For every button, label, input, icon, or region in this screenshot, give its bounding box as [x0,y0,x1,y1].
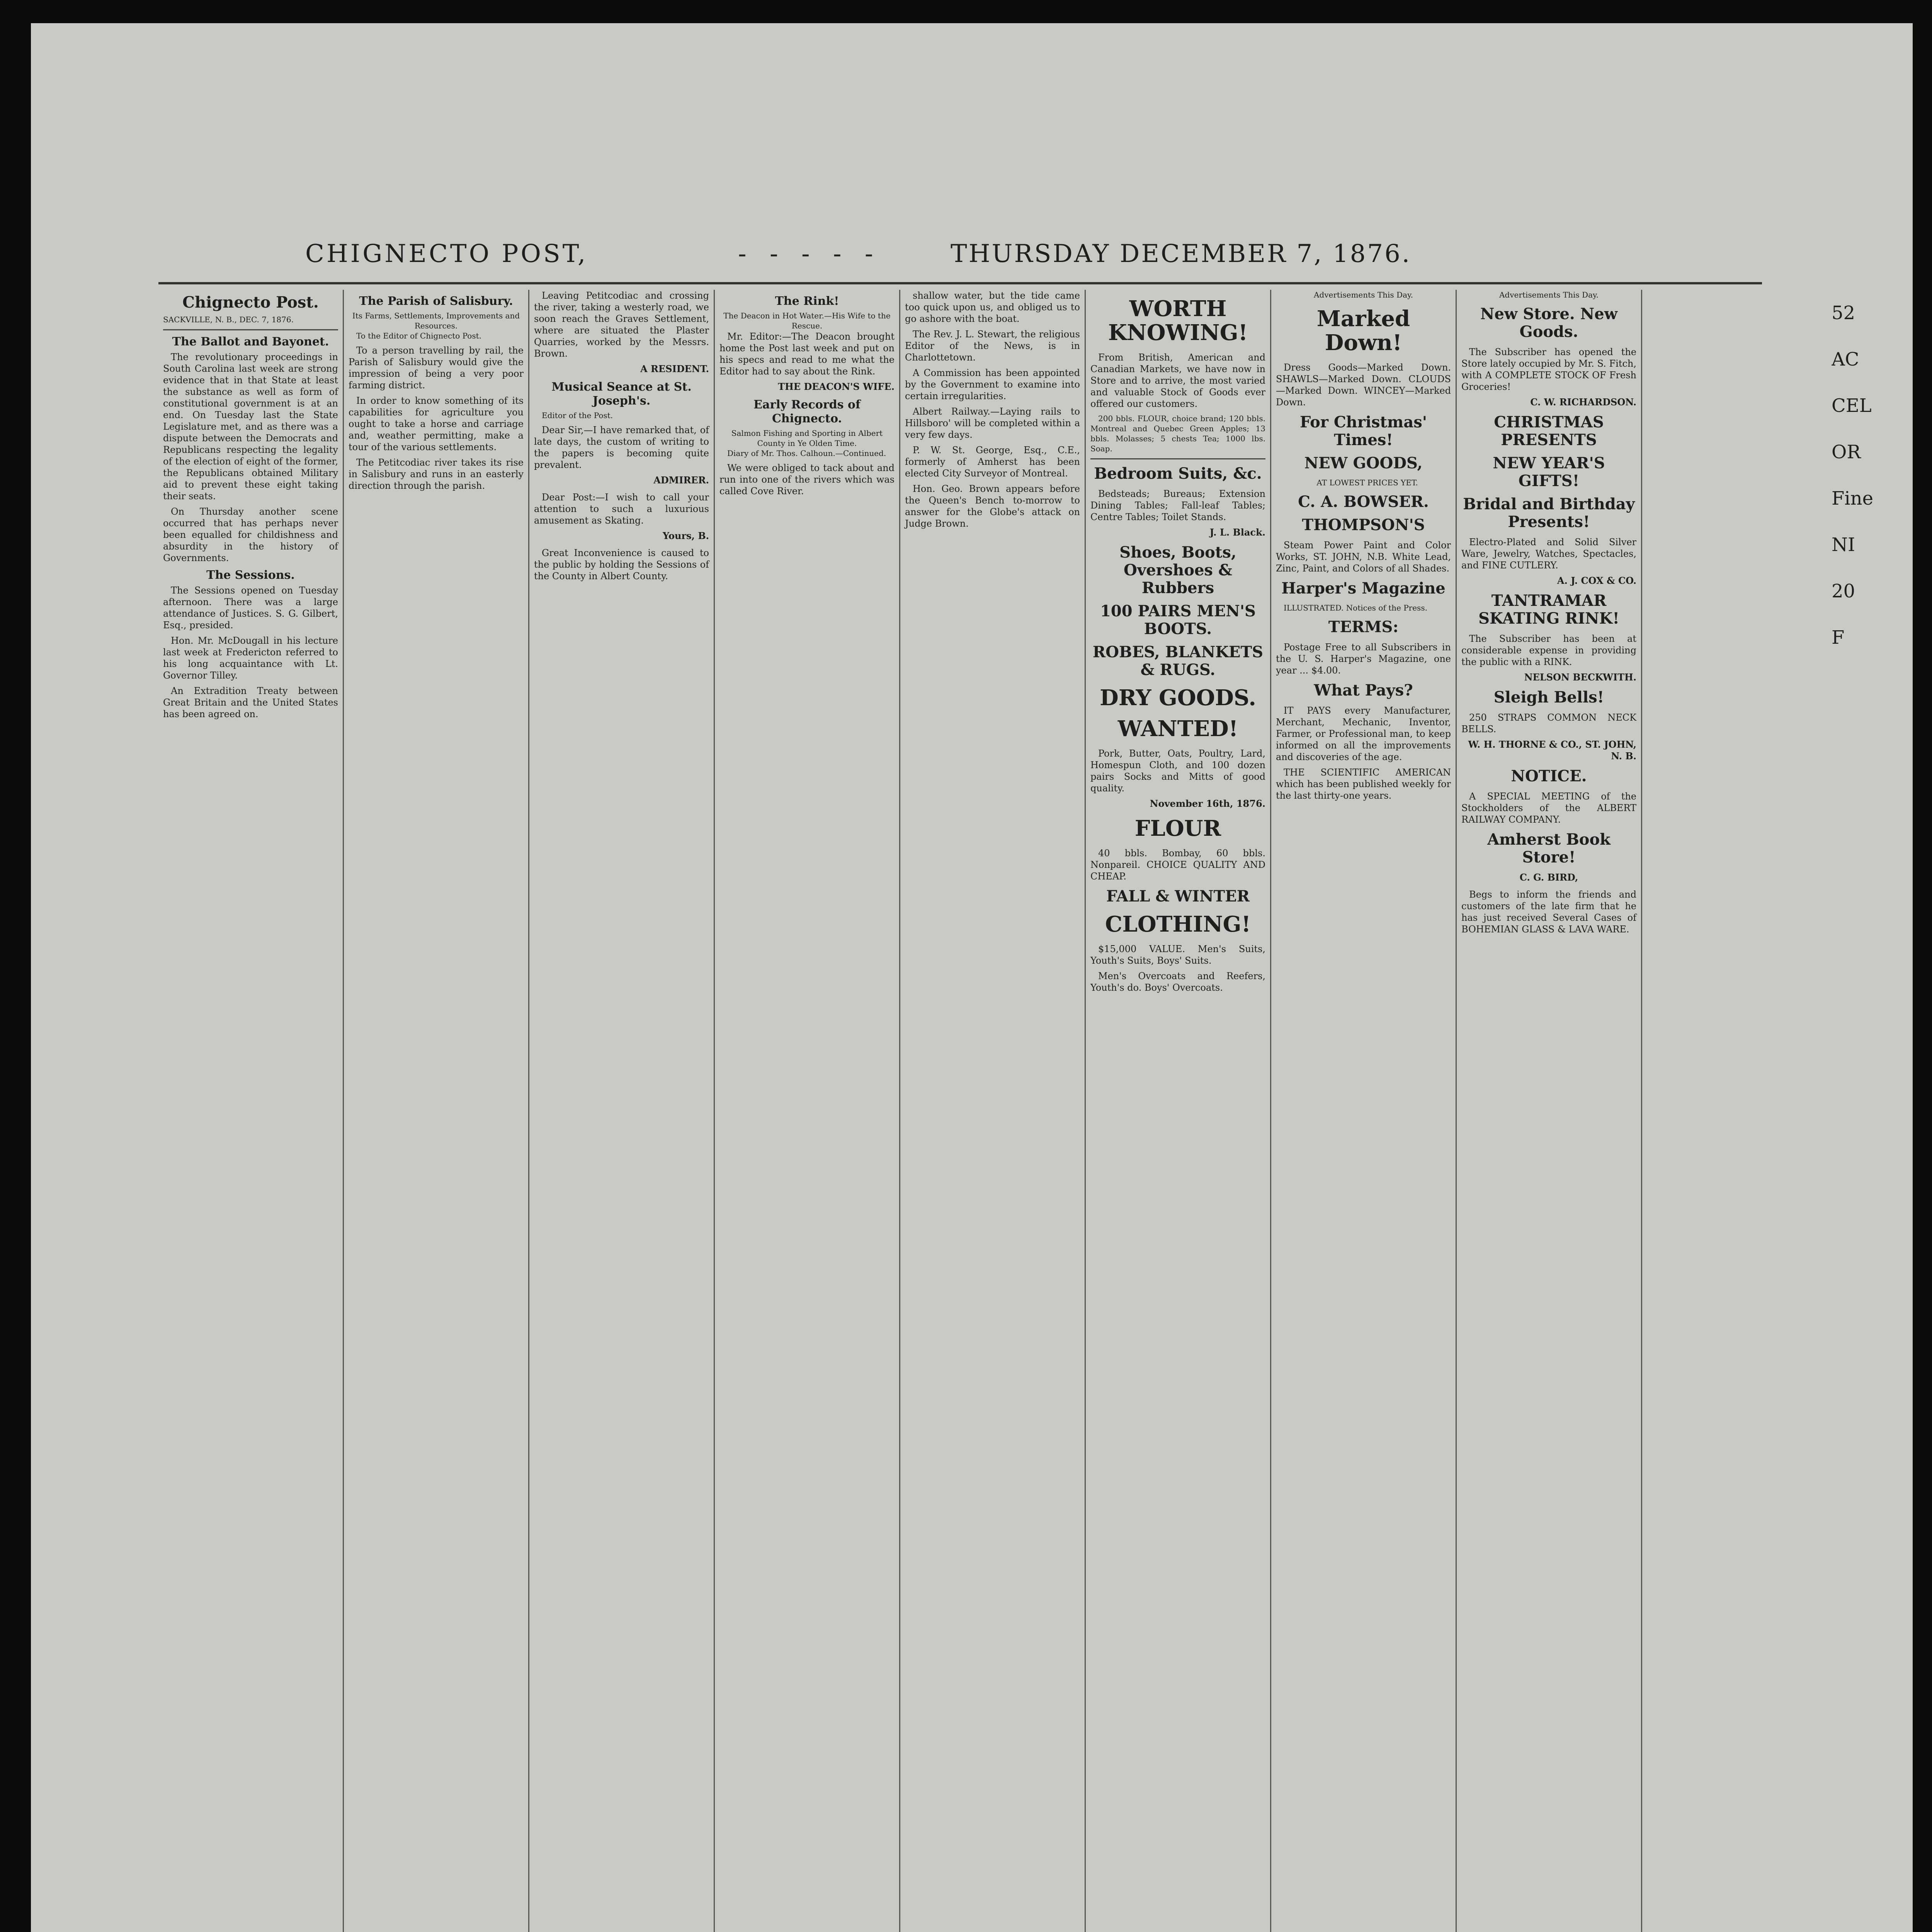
ad-text: The Subscriber has been at considerable expense in providing the public with a RINK. [1461,633,1636,667]
divider [1090,458,1265,459]
ad-headline: ROBES, BLANKETS & RUGS. [1092,643,1264,679]
ad-headline: THOMPSON'S [1302,516,1425,534]
ad-text: 250 STRAPS COMMON NECK BELLS. [1461,712,1636,735]
ad-headline: What Pays? [1314,681,1413,699]
signature: C. W. RICHARDSON. [1530,396,1636,408]
ad-text: The Subscriber has opened the Store lately occupied by Mr. S. Fitch, with A COMPLETE STOCK OF Fresh Groceries! [1461,347,1636,392]
signature: ADMIRER. [653,474,709,486]
ad-text: 200 bbls. FLOUR, choice brand; 120 bbls. Montreal and Quebec Green Apples; 13 bbls. Molasses; 5 chests Tea; 1000 lbs. Soap. [1090,414,1265,453]
headline: The Ballot and Bayonet. [172,335,329,349]
column-3 [529,290,715,1932]
ad-text: Bedsteads; Bureaus; Extension Dining Tables; Fall-leaf Tables; Centre Tables; Toilet Stands. [1090,488,1265,522]
ad-headline: FLOUR [1134,816,1221,841]
edge-fragment: OR [1832,441,1861,463]
signature: C. G. BIRD, [1519,872,1578,883]
article-paragraph: Leaving Petitcodiac and crossing the river, taking a westerly road, we soon reach the Graves Settlement, where are situated the Plaster Quarries, worked by the Messrs. Brown. [534,290,709,359]
article-paragraph: On Thursday another scene occurred that has perhaps never been equalled for childishness and absurdity in the history of Governments. [163,506,338,563]
column-6-ads [1086,290,1271,1932]
ad-headline: FALL & WINTER [1106,887,1250,905]
column-8-ads [1457,290,1642,1932]
edge-fragment: Fine [1832,488,1873,509]
ad-text: Begs to inform the friends and customers of the late firm that he has just received Several Cases of BOHEMIAN GLASS & LAVA WARE. [1461,889,1636,935]
ad-text: Postage Free to all Subscribers in the U. S. Harper's Magazine, one year ... $4.00. [1276,642,1451,676]
ad-headline: DRY GOODS. [1100,685,1256,711]
edge-fragment: 20 [1832,580,1855,602]
ad-headline: NEW GOODS, [1304,454,1423,472]
signature: NELSON BECKWITH. [1524,672,1636,683]
signature: THE DEACON'S WIFE. [778,381,895,392]
column-5 [900,290,1086,1932]
subheadline: The Deacon in Hot Water.—His Wife to the Rescue. [723,311,891,330]
edge-fragment: CEL [1832,395,1872,417]
signature: A RESIDENT. [640,363,709,374]
ad-headline: CHRISTMAS PRESENTS [1494,413,1604,449]
ad-headline: 100 PAIRS MEN'S BOOTS. [1100,602,1256,638]
newspaper-title: CHIGNECTO POST, [305,240,588,268]
article-paragraph: Great Inconvenience is caused to the public by holding the Sessions of the County in Albert County. [534,548,709,582]
ad-headline: Shoes, Boots, Overshoes & Rubbers [1119,543,1236,597]
article-paragraph: Hon. Geo. Brown appears before the Queen's Bench to-morrow to answer for the Globe's attack on Judge Brown. [905,483,1080,529]
ad-headline: TANTRAMAR SKATING RINK! [1478,592,1619,628]
column-2 [344,290,529,1932]
ad-date: November 16th, 1876. [1150,798,1265,809]
ad-text: ILLUSTRATED. Notices of the Press. [1284,603,1427,612]
headline: The Parish of Salisbury. [359,294,513,308]
newspaper-page [31,23,1913,1932]
ad-headline: Marked Down! [1316,306,1410,355]
article-paragraph: The Rev. J. L. Stewart, the religious Editor of the News, is in Charlottetown. [905,329,1080,363]
divider [163,329,338,330]
ad-headline: CLOTHING! [1105,912,1251,937]
ad-headline: Bridal and Birthday Presents! [1463,495,1635,531]
subheadline: Its Farms, Settlements, Improvements and Resources. [352,311,520,330]
article-paragraph: The Petitcodiac river takes its rise in Salisbury and runs in an easterly direction through the parish. [349,457,524,491]
ad-text: From British, American and Canadian Markets, we have now in Store and to arrive, the most varied and valuable Stock of Goods ever offered our customers. [1090,352,1265,409]
article-paragraph: Dear Sir,—I have remarked that, of late days, the custom of writing to the papers is becoming quite prevalent. [534,425,709,470]
salutation: Editor of the Post. [542,411,613,420]
article-paragraph: The Sessions opened on Tuesday afternoon. There was a large attendance of Justices. S. G. Gilbert, Esq., presided. [163,585,338,631]
article-paragraph: To a person travelling by rail, the Parish of Salisbury would give the impression of being a very poor farming district. [349,345,524,391]
ad-headline: Harper's Magazine [1281,579,1446,597]
edge-fragment: 52 [1832,302,1855,324]
article-paragraph: Albert Railway.—Laying rails to Hillsboro' will be completed within a very few days. [905,406,1080,440]
next-page-edge [1832,290,1913,1932]
ad-text: THE SCIENTIFIC AMERICAN which has been published weekly for the last thirty-one years. [1276,767,1451,801]
column-1 [158,290,344,1932]
signature: Yours, B. [662,530,709,541]
ad-headline: Amherst Book Store! [1487,830,1611,866]
ad-text: Steam Power Paint and Color Works, ST. JOHN, N.B. White Lead, Zinc, Paint, and Colors of all Shades. [1276,540,1451,574]
ad-headline: NEW YEAR'S GIFTS! [1493,454,1605,490]
ad-text: Dress Goods—Marked Down. SHAWLS—Marked Down. CLOUDS—Marked Down. WINCEY—Marked Down. [1276,362,1451,408]
ad-headline: Bedroom Suits, &c. [1094,464,1262,483]
headline: The Rink! [775,294,839,308]
masthead [158,224,1762,284]
ad-text: Pork, Butter, Oats, Poultry, Lard, Homespun Cloth, and 100 dozen pairs Socks and Mitts of good quality. [1090,748,1265,794]
ad-headline: Sleigh Bells! [1493,688,1604,706]
headline: The Sessions. [206,568,295,582]
ad-headline: For Christmas' Times! [1299,413,1427,449]
section-header: Advertisements This Day. [1313,290,1413,299]
salutation: To the Editor of Chignecto Post. [356,331,481,340]
edge-fragment: F [1832,627,1845,648]
article-paragraph: An Extradition Treaty between Great Britain and the United States has been agreed on. [163,685,338,719]
ad-text: Electro-Plated and Solid Silver Ware, Jewelry, Watches, Spectacles, and FINE CUTLERY. [1461,537,1636,571]
ad-text: Men's Overcoats and Reefers, Youth's do. Boys' Overcoats. [1090,971,1265,993]
article-paragraph: A Commission has been appointed by the Government to examine into certain irregularities. [905,367,1080,401]
edge-fragment: AC [1832,349,1859,370]
article-paragraph: The revolutionary proceedings in South Carolina last week are strong evidence that in that State at least the substance as well as form of constitutional government is at an end. On Tuesday last the State Legislature met, and as there was a dispute between the Democrats and Republicans respecting the legality of the election of eight of the former, the Republicans obtained Military aid to prevent these eight taking their seats. [163,352,338,502]
edge-fragment: NI [1832,534,1855,556]
ad-headline: C. A. BOWSER. [1298,493,1429,511]
ad-headline: NOTICE. [1511,767,1587,785]
column-7-ads [1271,290,1457,1932]
ad-headline: WORTH KNOWING! [1108,296,1248,345]
signature: A. J. COX & CO. [1557,575,1636,586]
column-4 [715,290,900,1932]
ad-text: $15,000 VALUE. Men's Suits, Youth's Suits, Boys' Suits. [1090,944,1265,966]
issue-date: THURSDAY DECEMBER 7, 1876. [951,240,1412,268]
headline: Early Records of Chignecto. [753,398,861,425]
section-header: Advertisements This Day. [1499,290,1599,299]
article-paragraph: shallow water, but the tide came too quick upon us, and obliged us to go ashore with the boat. [905,290,1080,324]
ad-text: AT LOWEST PRICES YET. [1316,478,1418,487]
article-paragraph: Dear Post:—I wish to call your attention to such a luxurious amusement as Skating. [534,492,709,526]
editorial-nameplate: Chignecto Post. [182,293,319,311]
article-paragraph: Hon. Mr. McDougall in his lecture last week at Fredericton referred to his long acquaintance with Lt. Governor Tilley. [163,635,338,681]
subheadline: Salmon Fishing and Sporting in Albert County in Ye Olden Time. [731,429,883,448]
ad-headline: New Store. New Goods. [1480,305,1618,341]
article-paragraph: Mr. Editor:—The Deacon brought home the Post last week and put on his specs and read to me what the Editor had to say about the Rink. [719,331,895,377]
dateline: SACKVILLE, N. B., DEC. 7, 1876. [163,315,294,324]
ad-headline: WANTED! [1117,716,1238,742]
ad-headline: TERMS: [1328,618,1399,636]
article-paragraph: We were obliged to tack about and run into one of the rivers which was called Cove River. [719,463,895,497]
article-paragraph: In order to know something of its capabilities for agriculture you ought to take a horse and carriage and, weather permitting, make a tour of the various settlements. [349,395,524,452]
signature: W. H. THORNE & CO., ST. JOHN, N. B. [1468,739,1636,762]
headline: Musical Seance at St. Joseph's. [551,380,692,408]
article-paragraph: P. W. St. George, Esq., C.E., formerly of Amherst has been elected City Surveyor of Montreal. [905,445,1080,479]
ad-text: IT PAYS every Manufacturer, Merchant, Mechanic, Inventor, Farmer, or Professional man, to keep informed on all the improvements and discoveries of the age. [1276,705,1451,762]
ad-text: 40 bbls. Bombay, 60 bbls. Nonpareil. CHOICE QUALITY AND CHEAP. [1090,848,1265,882]
signature: J. L. Black. [1209,527,1265,538]
article-paragraph: Diary of Mr. Thos. Calhoun.—Continued. [727,449,886,458]
masthead-dashes: - - - - - [738,240,881,268]
ad-text: A SPECIAL MEETING of the Stockholders of the ALBERT RAILWAY COMPANY. [1461,791,1636,825]
